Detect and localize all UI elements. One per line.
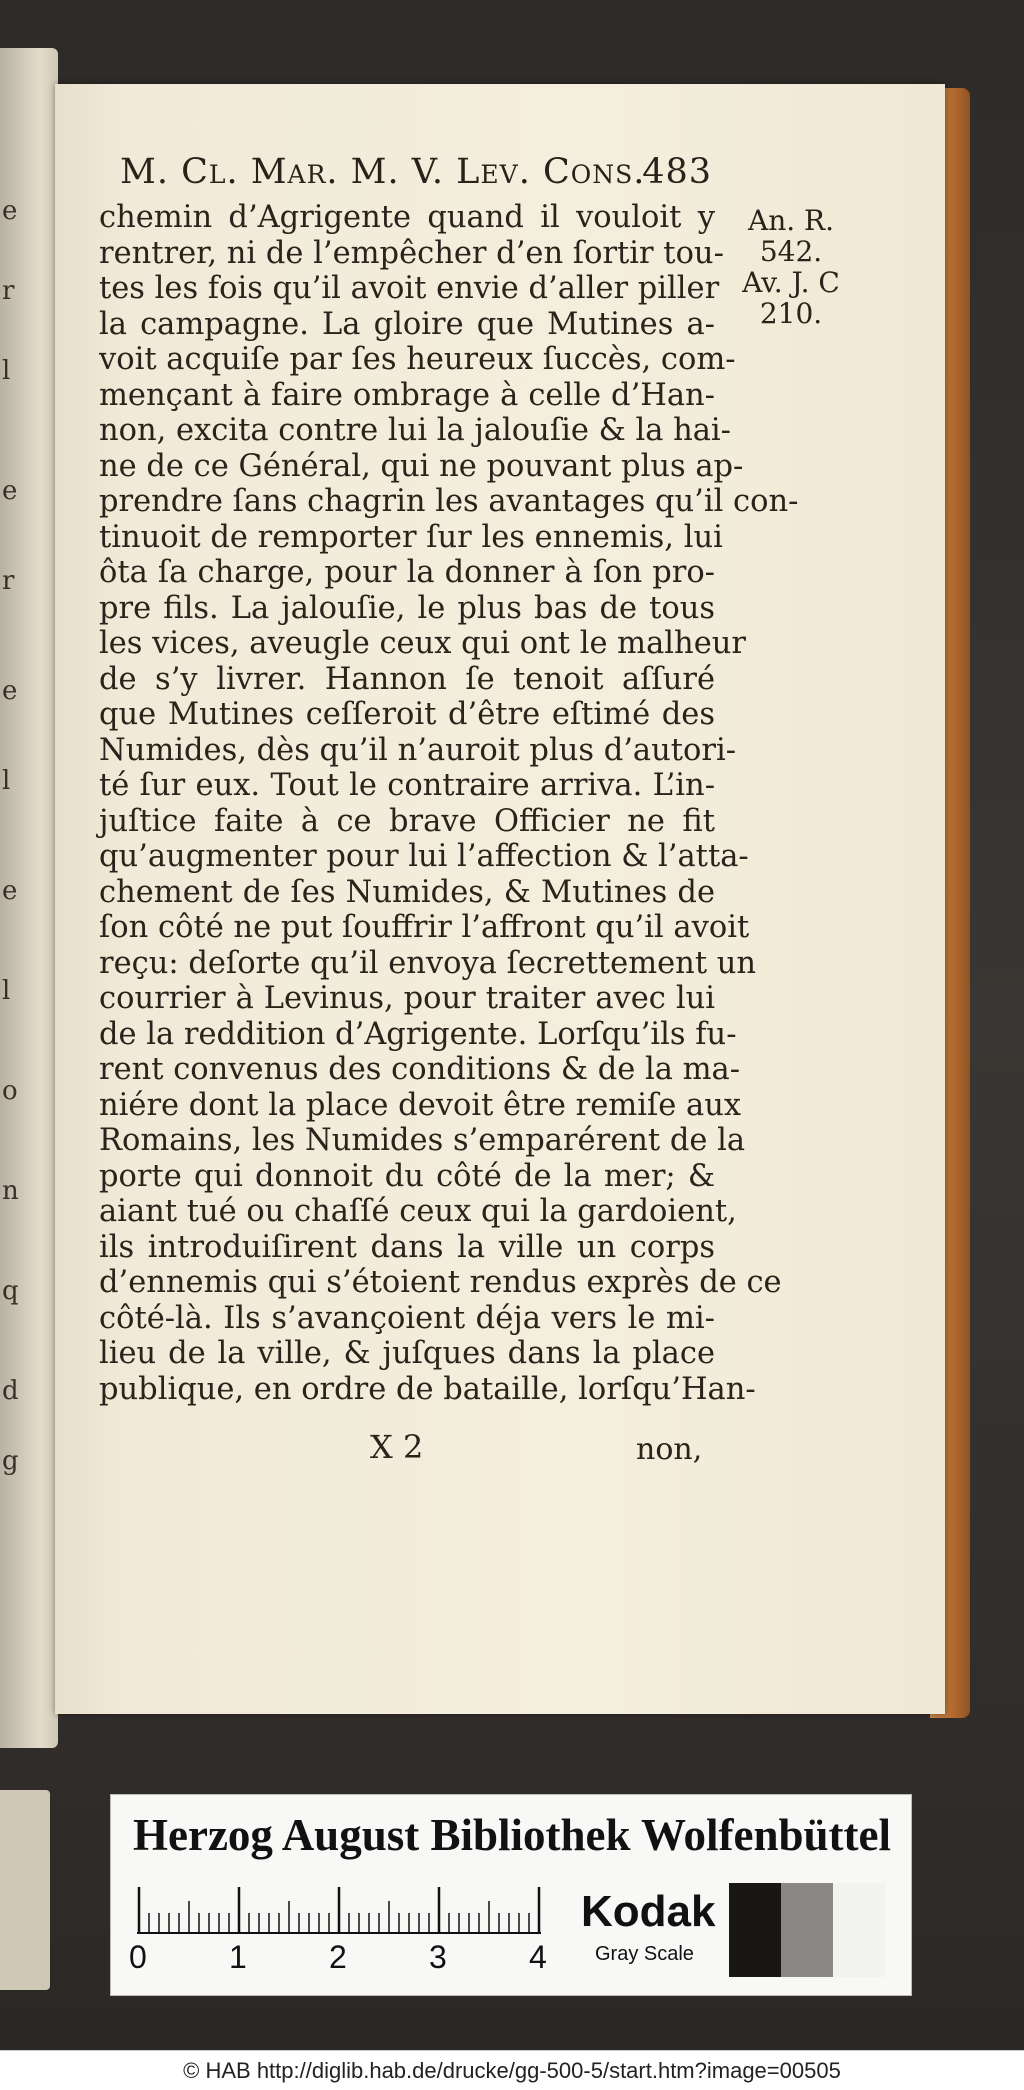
margin-note-date bbox=[736, 205, 846, 329]
copyright-footer: © HAB http://diglib.hab.de/drucke/gg-500-5/start.htm?image=00505 bbox=[0, 2050, 1024, 2090]
text-line: que Mutines ceſſeroit d’être eſtimé des bbox=[99, 697, 715, 732]
text-line: porte qui donnoit du côté de la mer; & bbox=[99, 1158, 715, 1194]
text-line: tinuoit de remporter ſur les ennemis, lui bbox=[99, 519, 723, 555]
margin-note-line: 542. bbox=[759, 235, 823, 268]
text-line: d’ennemis qui s’étoient rendus exprès de ce bbox=[99, 1265, 782, 1300]
text-line: juſtice faite à ce brave Officier ne fit bbox=[99, 803, 715, 839]
library-color-card bbox=[110, 1794, 912, 1996]
text-line: les vices, aveugle ceux qui ont le malheur bbox=[99, 626, 746, 661]
text-line: rent convenus des conditions & de la ma- bbox=[99, 1052, 741, 1087]
text-line: non, excita contre lui la jalouſie & la hai- bbox=[99, 413, 731, 448]
text-line: ôta ſa charge, pour la donner à ſon pro- bbox=[99, 555, 715, 590]
margin-note-line: An. R. bbox=[747, 204, 835, 237]
ruler-number: 1 bbox=[229, 1939, 247, 1975]
running-head-title: M. Cl. Mar. M. V. Lev. Cons. bbox=[120, 152, 646, 192]
text-line: ſon côté ne put ſouffrir l’affront qu’il avoit bbox=[99, 910, 750, 945]
text-line: de la reddition d’Agrigente. Lorſqu’ils fu- bbox=[99, 1016, 737, 1052]
text-line: la campagne. La gloire que Mutines a- bbox=[99, 306, 715, 342]
gray-swatch bbox=[833, 1883, 885, 1977]
text-line: mençant à faire ombrage à celle d’Han- bbox=[99, 377, 715, 413]
gray-swatch bbox=[729, 1883, 781, 1977]
text-line: chement de ſes Numides, & Mutines de bbox=[99, 874, 715, 910]
ruler-number: 4 bbox=[529, 1939, 547, 1975]
signature-mark: X 2 bbox=[370, 1428, 424, 1466]
gray-swatch bbox=[781, 1883, 833, 1977]
page-number: 483 bbox=[642, 152, 712, 192]
library-name: Herzog August Bibliothek Wolfenbüttel bbox=[133, 1810, 891, 1860]
text-line: tes les fois qu’il avoit envie d’aller piller bbox=[99, 271, 720, 306]
text-line: Numides, dès qu’il n’auroit plus d’autori- bbox=[99, 732, 737, 768]
text-line: ils introduiſirent dans la ville un corps bbox=[99, 1229, 715, 1265]
text-line: voit acquiſe par ſes heureux ſuccès, com- bbox=[99, 342, 736, 377]
text-line: qu’augmenter pour lui l’affection & l’atta- bbox=[99, 839, 749, 874]
text-line: prendre ſans chagrin les avantages qu’il con- bbox=[99, 484, 799, 519]
text-line: rentrer, ni de l’empêcher d’en ſortir tou- bbox=[99, 235, 724, 271]
text-line: niére dont la place devoit être remiſe aux bbox=[99, 1087, 742, 1123]
ruler-scale bbox=[137, 1887, 557, 1935]
running-head bbox=[120, 152, 720, 192]
previous-page-tab bbox=[0, 1790, 50, 1990]
text-line: reçu: deſorte qu’il envoya ſecrettement un bbox=[99, 945, 757, 981]
text-line: côté-là. Ils s’avançoient déja vers le mi- bbox=[99, 1300, 715, 1336]
ruler-number: 2 bbox=[329, 1939, 347, 1975]
margin-note-line: 210. bbox=[759, 297, 823, 330]
text-line: aiant tué ou chaſſé ceux qui la gardoient, bbox=[99, 1194, 737, 1229]
text-line: chemin d’Agrigente quand il vouloit y bbox=[99, 200, 715, 235]
ruler-number: 3 bbox=[429, 1939, 447, 1975]
text-line: publique, en ordre de bataille, lorſqu’Han- bbox=[99, 1371, 756, 1407]
text-line: courrier à Levinus, pour traiter avec lui bbox=[99, 981, 715, 1016]
text-line: lieu de la ville, & juſques dans la place bbox=[99, 1336, 715, 1371]
catchword: non, bbox=[636, 1432, 703, 1467]
text-line: té ſur eux. Tout le contraire arriva. L’in- bbox=[99, 768, 715, 803]
previous-page-edge: e r l e r e l e l o n q d g bbox=[0, 48, 58, 1748]
margin-note-line: Av. J. C bbox=[742, 266, 840, 299]
text-line: de s’y livrer. Hannon ſe tenoit aſſuré bbox=[99, 661, 715, 697]
text-line: ne de ce Général, qui ne pouvant plus ap- bbox=[99, 448, 744, 484]
gray-scale-label: Gray Scale bbox=[595, 1943, 694, 1965]
text-line: Romains, les Numides s’emparérent de la bbox=[99, 1123, 746, 1158]
text-line: pre fils. La jalouſie, le plus bas de tous bbox=[99, 590, 715, 626]
ruler-number: 0 bbox=[129, 1939, 147, 1975]
kodak-brand: Kodak bbox=[581, 1887, 716, 1936]
